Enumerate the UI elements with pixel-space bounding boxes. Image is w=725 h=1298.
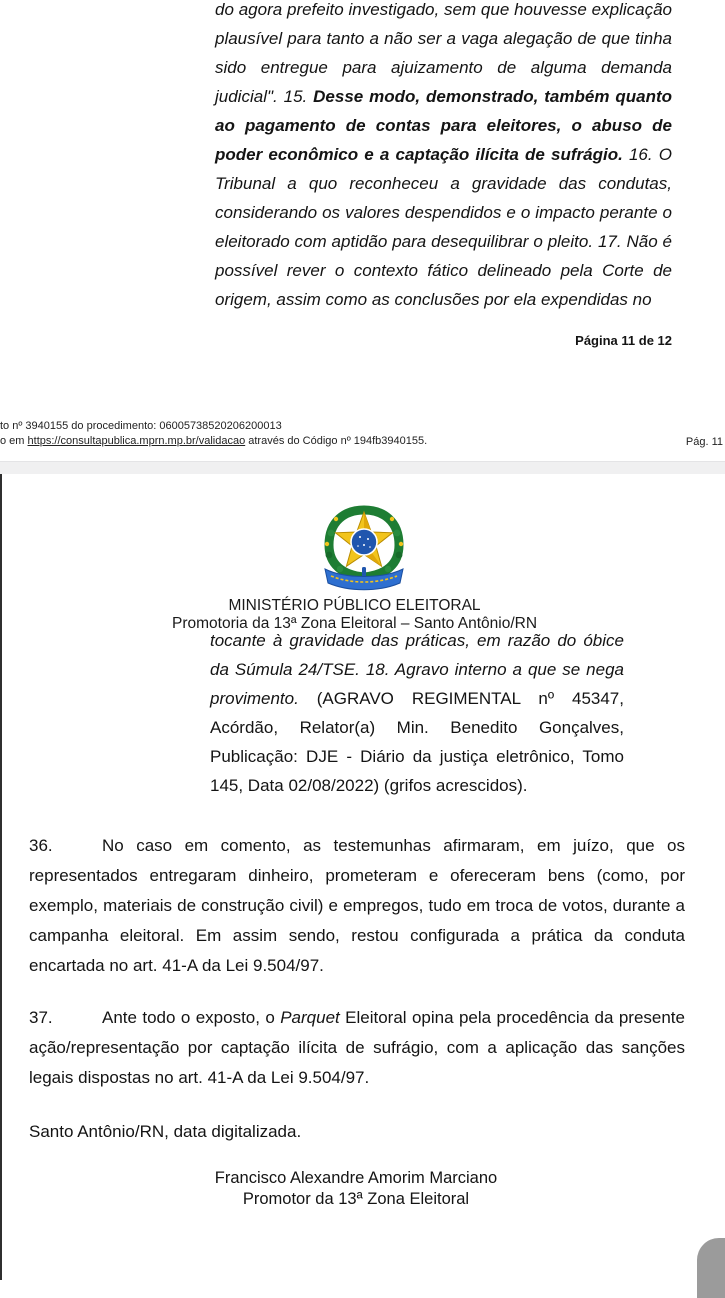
place-date-line: Santo Antônio/RN, data digitalizada. (29, 1122, 302, 1141)
paragraph-text-segment: Ante todo o exposto, o (102, 1008, 281, 1027)
org-name: MINISTÉRIO PÚBLICO ELEITORAL (228, 597, 481, 614)
signature-title: Promotor da 13ª Zona Eleitoral (242, 1190, 470, 1208)
jurisprudence-quote-block (215, 0, 672, 314)
page-separator (0, 461, 725, 474)
brazil-coat-of-arms-icon (313, 503, 415, 593)
quote-italic-segment: do agora prefeito investigado, sem que houvesse explicação plausível para tanto a não ser a vaga alegação de que tinha sido entregue para ajuizamento de alguma demanda judicial". 15. (215, 0, 672, 106)
validation-suffix: através do Código nº 194fb3940155. (245, 435, 428, 447)
footer-page-abbrev: Pág. 11 (685, 436, 723, 448)
quote-citation-segment: (AGRAVO REGIMENTAL nº 45347, Acórdão, Relator(a) Min. Benedito Gonçalves, Publicação: DJE - Diário da justiça eletrônico, Tomo 145, Data 02/08/2022) (grifos acrescidos). (210, 689, 624, 795)
paragraph-number: 36. (29, 836, 53, 855)
document-page (0, 474, 725, 1280)
paragraph-text-segment-2: Eleitoral opina pela procedência da presente ação/representação por captação ilícita de sufrágio, com a aplicação das sanções legais dispostas no art. 41-A da Lei 9.504/97. (29, 1008, 685, 1087)
paragraph-36 (29, 831, 685, 981)
paragraph-text: No caso em comento, as testemunhas afirmaram, em juízo, que os representados entregaram dinheiro, prometeram e ofereceram bens (como, por exemplo, materiais de construção civil) e empregos, tudo em troca de votos, durante a campanha eleitoral. Em assim sendo, restou configurada a prática da conduta encartada no art. 41-A da Lei 9.504/97. (29, 836, 685, 975)
org-unit: Promotoria da 13ª Zona Eleitoral – Santo Antônio/RN (171, 614, 538, 632)
signature-name: Francisco Alexandre Amorim Marciano (214, 1169, 498, 1187)
validation-link[interactable]: https://consultapublica.mprn.mp.br/validacao (27, 435, 246, 447)
jurisprudence-quote-continuation (210, 626, 624, 800)
scroll-corner-button[interactable] (697, 1238, 725, 1298)
validation-footer (0, 419, 725, 449)
paragraph-37 (29, 1003, 685, 1093)
quote-italic-segment: tocante à gravidade das práticas, em razão do óbice da Súmula 24/TSE. 18. Agravo interno a que se nega provimento. (210, 631, 624, 708)
validation-prefix: o em (0, 435, 28, 447)
quote-bold-segment: Desse modo, demonstrado, também quanto ao pagamento de contas para eleitores, o abuso de poder econômico e a captação ilícita de sufrágio. (215, 87, 672, 164)
document-number-line: to nº 3940155 do procedimento: 06005738520206200013 (0, 420, 282, 432)
validation-line (0, 434, 725, 449)
signature-block (2, 1168, 710, 1210)
page-number-label: Página 11 de 12 (575, 333, 672, 348)
paragraph-italic-term: Parquet (280, 1008, 340, 1027)
quote-italic-segment-2: 16. O Tribunal a quo reconheceu a gravidade das condutas, considerando os valores despendidos e o impacto perante o eleitorado com aptidão para desequilibrar o pleito. 17. Não é possível rever o contexto fático delineado pela Corte de origem, assim como as conclusões por ela expendidas no (215, 145, 672, 309)
paragraph-number: 37. (29, 1008, 53, 1027)
